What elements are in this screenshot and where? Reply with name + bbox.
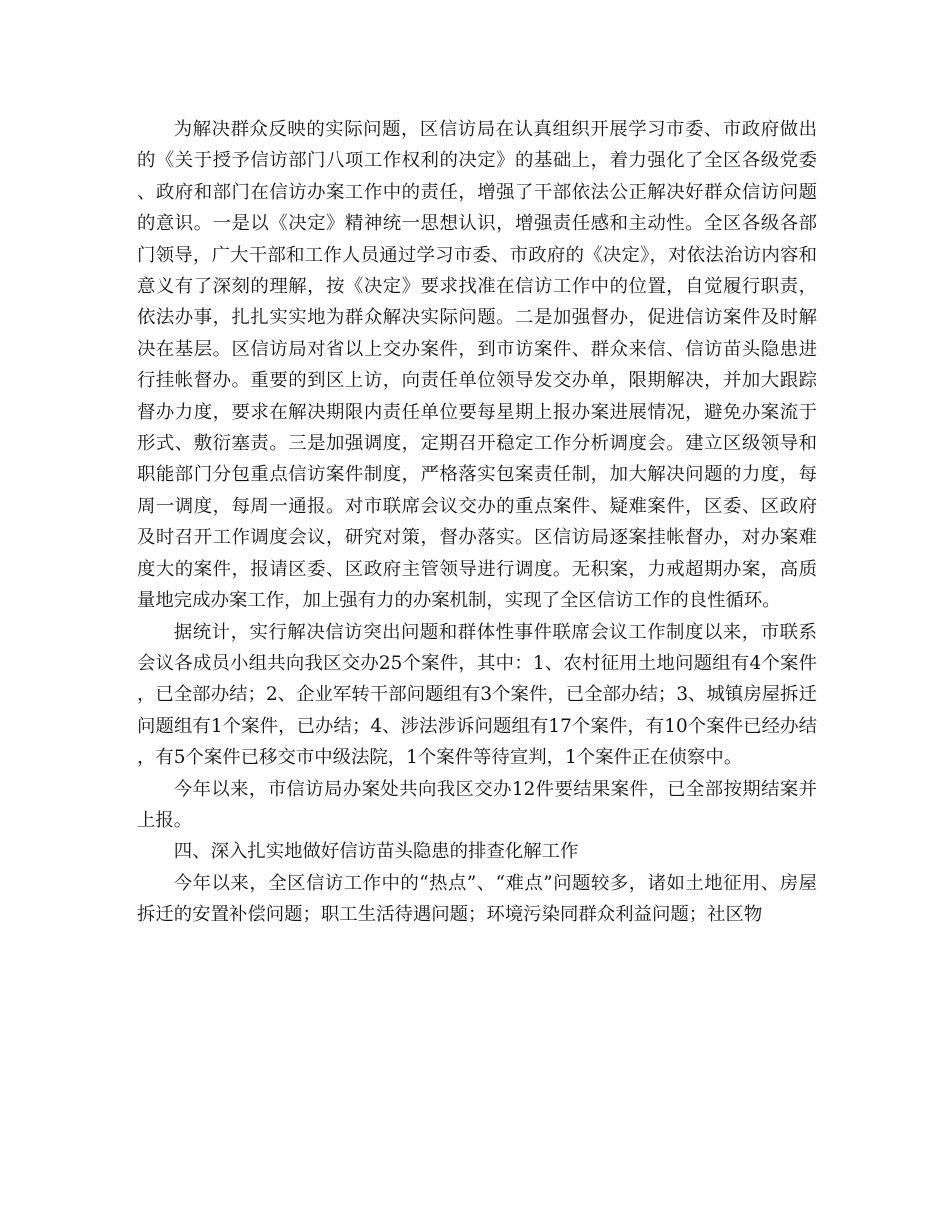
paragraph-2: 据统计，实行解决信访突出问题和群体性事件联席会议工作制度以来，市联系会议各成员小组共向我区交办25个案件，其中：1、农村征用土地问题组有4个案件，已全部办结；2、企业军转干部问题组有3个案件，已全部办结；3、城镇房屋拆迁问题组有1个案件，已办结；4、涉法涉诉问题组有17个案件，有10个案件已经办结，有5个案件已移交市中级法院，1个案件等待宣判，1个案件正在侦察中。: [137, 621, 817, 769]
paragraph-3: 今年以来，市信访局办案处共向我区交办12件要结果案件，已全部按期结案并上报。: [137, 778, 817, 831]
paragraph-5: 今年以来，全区信访工作中的“热点”、“难点”问题较多，诸如土地征用、房屋拆迁的安置补偿问题；职工生活待遇问题；环境污染同群众利益问题；社区物: [137, 872, 817, 926]
document-body: [137, 114, 817, 931]
section-heading-4: 四、深入扎实地做好信访苗头隐患的排查化解工作: [173, 841, 579, 863]
paragraph-1: 为解决群众反映的实际问题，区信访局在认真组织开展学习市委、市政府做出的《关于授予信访部门八项工作权利的决定》的基础上，着力强化了全区各级党委、政府和部门在信访办案工作中的责任，增强了干部依法公正解决好群众信访问题的意识。一是以《决定》精神统一思想认识，增强责任感和主动性。全区各级各部门领导，广大干部和工作人员通过学习市委、市政府的《决定》，对依法治访内容和意义有了深刻的理解，按《决定》要求找准在信访工作中的位置，自觉履行职责，依法办事，扎扎实实地为群众解决实际问题。二是加强督办，促进信访案件及时解决在基层。区信访局对省以上交办案件，到市访案件、群众来信、信访苗头隐患进行挂帐督办。重要的到区上访，向责任单位领导发交办单，限期解决，并加大跟踪督办力度，要求在解决期限内责任单位要每星期上报办案进展情况，避免办案流于形式、敷衍塞责。三是加强调度，定期召开稳定工作分析调度会。建立区级领导和职能部门分包重点信访案件制度，严格落实包案责任制，加大解决问题的力度，每周一调度，每周一通报。对市联席会议交办的重点案件、疑难案件，区委、区政府及时召开工作调度会议，研究对策，督办落实。区信访局逐案挂帐督办，对办案难度大的案件，报请区委、区政府主管领导进行调度。无积案，力戒超期办案，高质量地完成办案工作，加上强有力的办案机制，实现了全区信访工作的良性循环。: [137, 119, 817, 612]
